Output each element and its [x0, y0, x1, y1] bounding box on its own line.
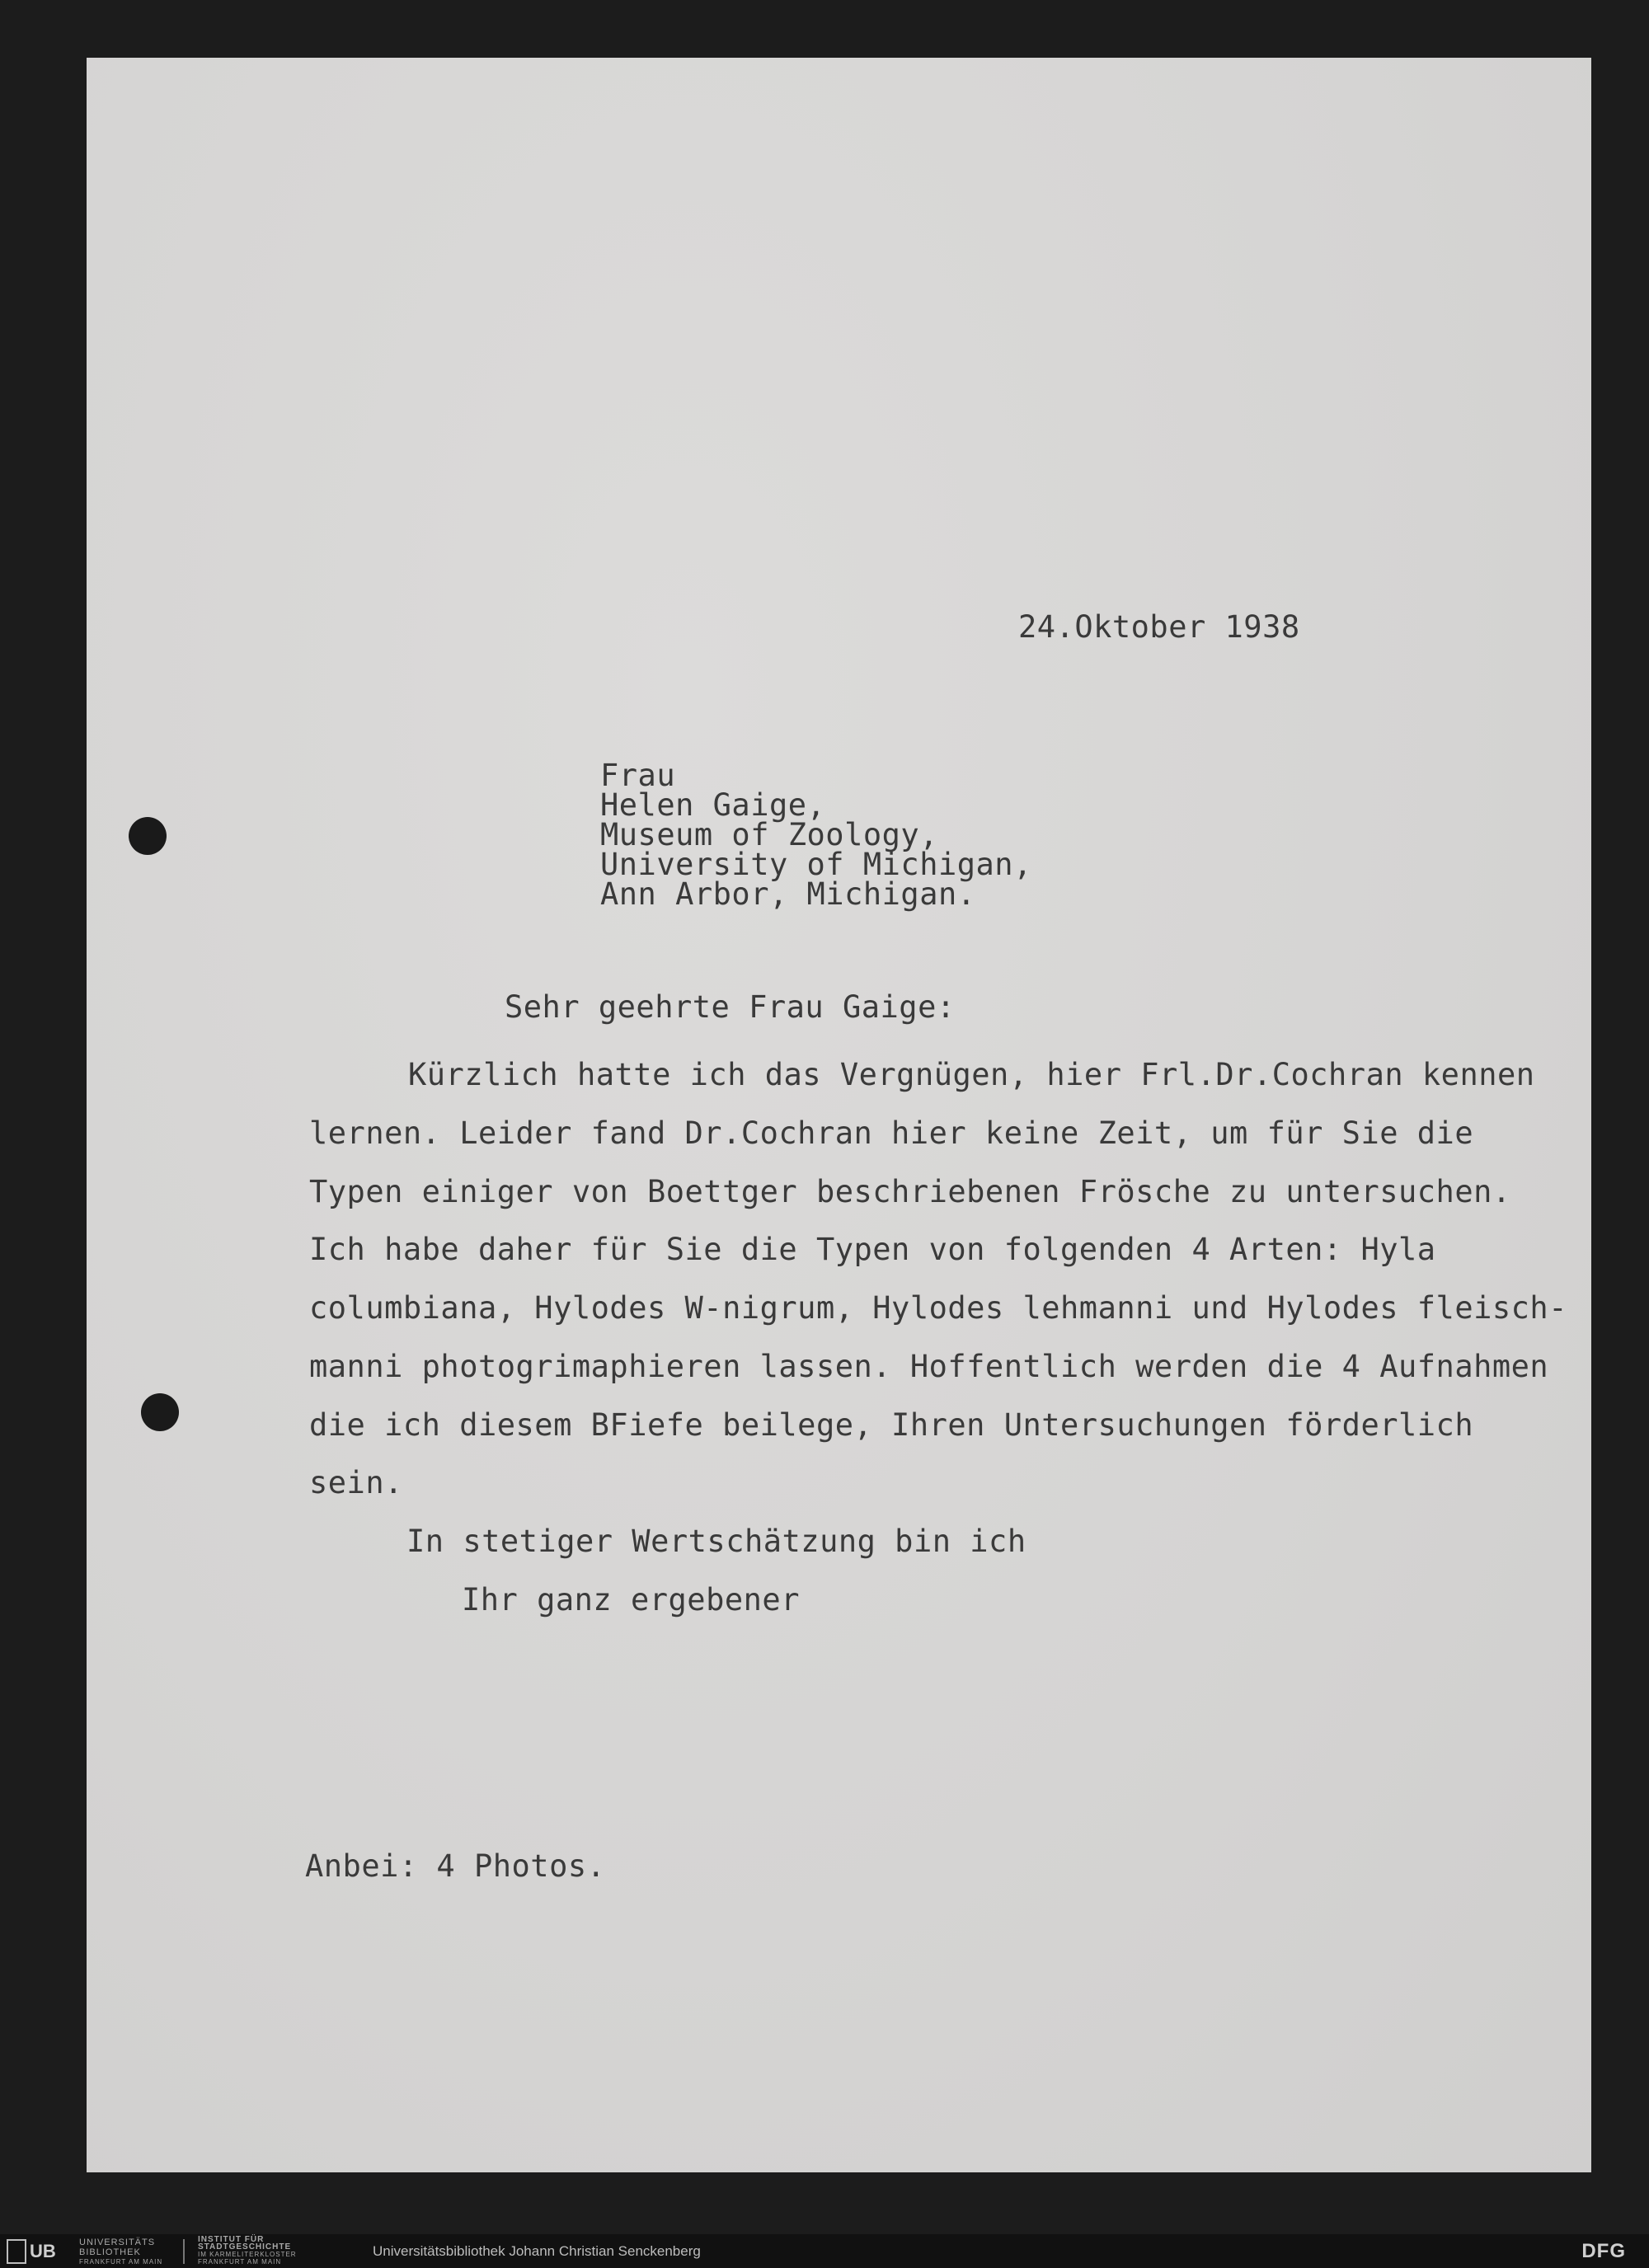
- institut-logo-text-line: IM KARMELITERKLOSTER: [198, 2251, 297, 2258]
- closing-line: In stetiger Wertschätzung bin ich: [406, 1524, 1027, 1559]
- punch-hole-top: [129, 817, 167, 855]
- ub-logo: [7, 2239, 56, 2264]
- address-line: Helen Gaige,: [600, 787, 826, 823]
- letter-date: 24.Oktober 1938: [1018, 609, 1300, 645]
- footer-separator: [183, 2239, 185, 2264]
- ub-logo-text-line: FRANKFURT AM MAIN: [79, 2258, 163, 2266]
- address-line: Ann Arbor, Michigan.: [600, 876, 976, 912]
- institut-logo-text-line: STADTGESCHICHTE: [198, 2242, 292, 2252]
- ub-logo-text-line: UNIVERSITÄTS: [79, 2237, 156, 2247]
- footer-caption: Universitätsbibliothek Johann Christian Senckenberg: [373, 2243, 701, 2259]
- institut-logo-text-line: INSTITUT FÜR: [198, 2235, 265, 2244]
- body-line: Kürzlich hatte ich das Vergnügen, hier Frl.Dr.Cochran kennen: [408, 1057, 1535, 1092]
- dfg-logo: DFG: [1581, 2240, 1626, 2262]
- body-line: sein.: [309, 1465, 403, 1500]
- salutation: Sehr geehrte Frau Gaige:: [505, 989, 956, 1025]
- enclosure-note: Anbei: 4 Photos.: [305, 1848, 606, 1884]
- body-line: Ich habe daher für Sie die Typen von folgenden 4 Arten: Hyla: [309, 1232, 1436, 1267]
- body-line: columbiana, Hylodes W-nigrum, Hylodes lehmanni und Hylodes fleisch-: [309, 1290, 1567, 1326]
- institut-logo-text-line: FRANKFURT AM MAIN: [198, 2258, 282, 2266]
- body-line: manni photogrimaphieren lassen. Hoffentlich werden die 4 Aufnahmen: [309, 1349, 1549, 1384]
- viewer-footer: [0, 2234, 1649, 2268]
- address-line: Frau: [600, 758, 676, 793]
- address-line: Museum of Zoology,: [600, 817, 938, 852]
- institut-logo-text: [198, 2236, 297, 2266]
- ub-logo-text-line: BIBLIOTHEK: [79, 2247, 141, 2257]
- ub-logo-label: UB: [30, 2241, 56, 2261]
- address-line: University of Michigan,: [600, 847, 1032, 882]
- ub-logo-text: [79, 2237, 162, 2267]
- punch-hole-bottom: [141, 1393, 179, 1431]
- body-line: Typen einiger von Boettger beschriebenen Frösche zu untersuchen.: [309, 1174, 1511, 1209]
- body-line: die ich diesem BFiefe beilege, Ihren Untersuchungen förderlich: [309, 1407, 1474, 1443]
- ub-logo-icon: [7, 2239, 26, 2264]
- body-line: lernen. Leider fand Dr.Cochran hier keine Zeit, um für Sie die: [309, 1115, 1474, 1151]
- closing-signoff: Ihr ganz ergebener: [462, 1582, 800, 1618]
